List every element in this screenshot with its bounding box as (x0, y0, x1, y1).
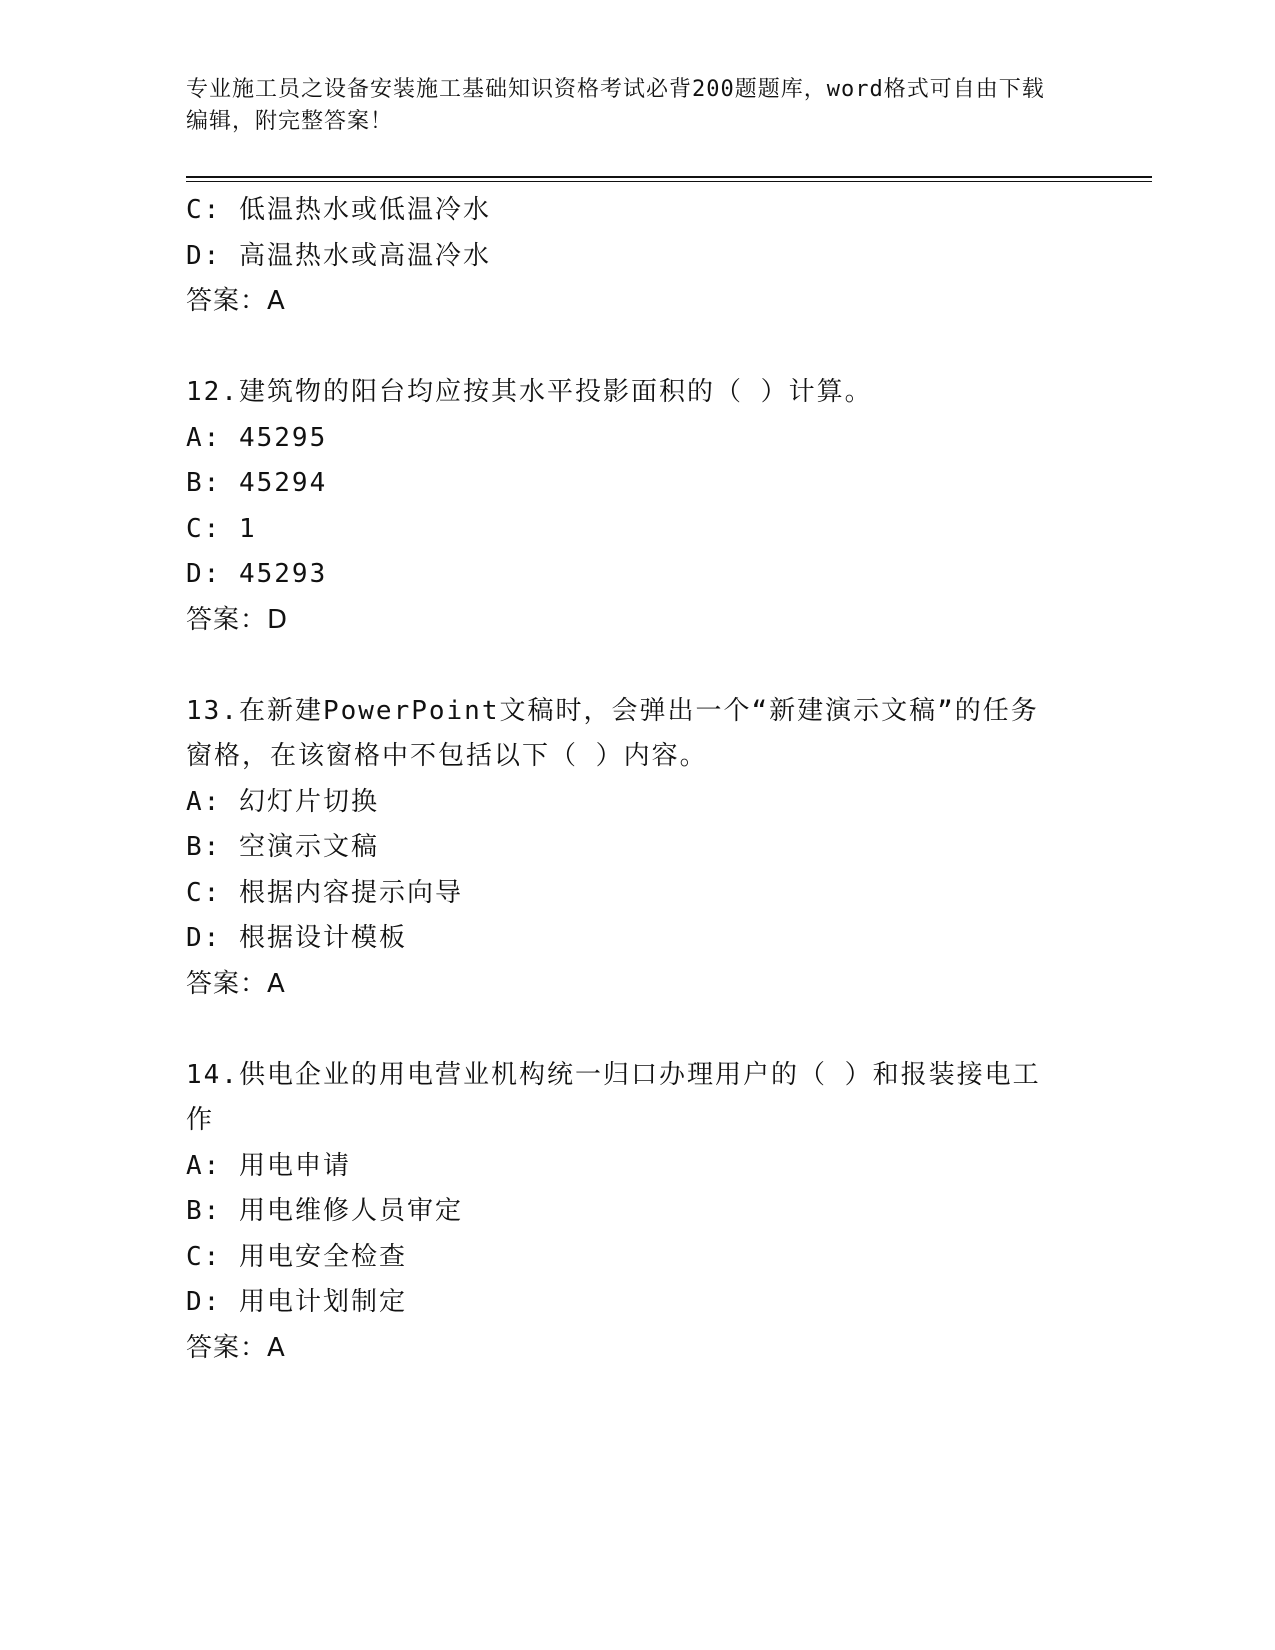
page-header: 专业施工员之设备安装施工基础知识资格考试必背200题题库，word格式可自由下载编辑，附完整答案！ (186, 77, 1045, 134)
question-12 (186, 370, 1066, 643)
option-d: D: 根据设计模板 (186, 923, 407, 953)
answer: 答案：A (186, 968, 286, 999)
option-a: A: 幻灯片切换 (186, 786, 379, 817)
question-list (186, 188, 1066, 1371)
option-c: C: 用电安全检查 (186, 1241, 407, 1272)
answer: 答案：A (186, 286, 286, 316)
spacer (186, 1007, 1066, 1053)
option-d: D: 用电计划制定 (186, 1287, 407, 1317)
header-divider-thin (186, 181, 1152, 182)
option-b: B: 空演示文稿 (186, 832, 379, 862)
header-divider (186, 176, 1152, 178)
question-stem: 14.供电企业的用电营业机构统一归口办理用户的（ ）和报装接电工作 (186, 1059, 1041, 1135)
question-14 (186, 1053, 1066, 1372)
answer: 答案：A (186, 1332, 286, 1363)
question-13 (186, 689, 1066, 1008)
option-a: A: 用电申请 (186, 1150, 351, 1181)
option-b: B: 45294 (186, 468, 328, 498)
option-d: D: 高温热水或高温冷水 (186, 240, 491, 271)
spacer (186, 643, 1066, 689)
option-c: C: 低温热水或低温冷水 (186, 195, 491, 225)
option-c: C: 根据内容提示向导 (186, 877, 463, 908)
question-stem: 12.建筑物的阳台均应按其水平投影面积的（ ）计算。 (186, 377, 873, 407)
spacer (186, 325, 1066, 371)
option-b: B: 用电维修人员审定 (186, 1196, 463, 1226)
answer: 答案：D (186, 604, 289, 635)
option-d: D: 45293 (186, 559, 328, 589)
option-a: A: 45295 (186, 422, 328, 453)
option-c: C: 1 (186, 513, 257, 544)
question-stem: 13.在新建PowerPoint文稿时，会弹出一个“新建演示文稿”的任务窗格，在该窗格中不包括以下（ ）内容。 (186, 695, 1039, 771)
prev-question-tail (186, 188, 1066, 325)
